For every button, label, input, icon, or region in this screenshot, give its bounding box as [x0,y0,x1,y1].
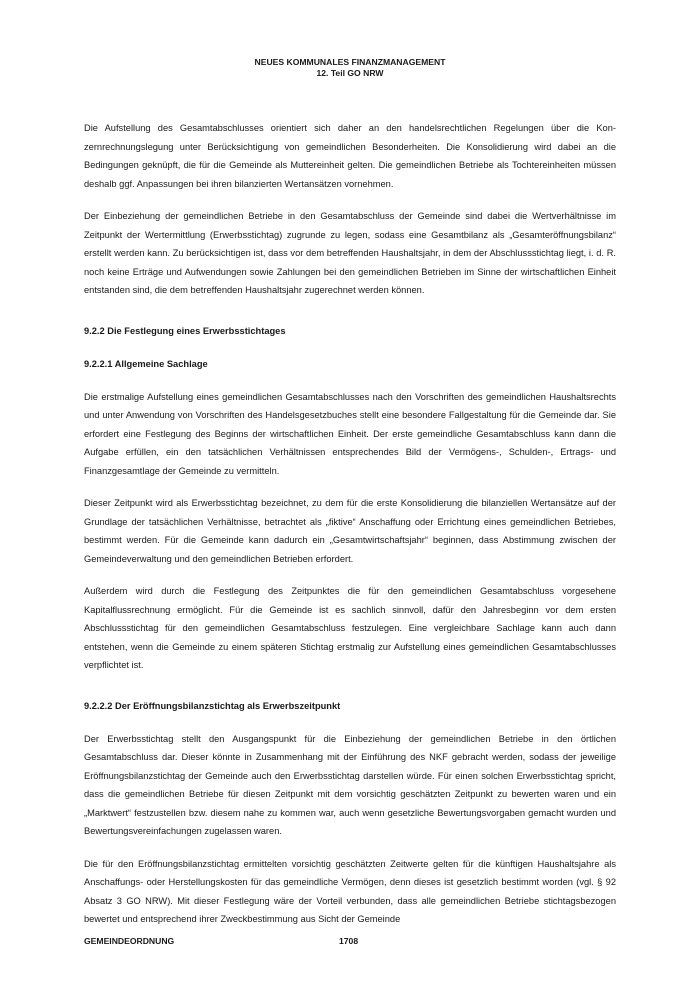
section-heading-9-2-2-2: 9.2.2.2 Der Eröffnungsbilanzstichtag als Erwerbszeitpunkt [84,700,341,711]
page-header [0,57,700,79]
paragraph-5: Außerdem wird durch die Festlegung des Zeitpunktes die für den gemeindlichen Gesamtabschluss vorgesehene Kapitalflussrechnung ermöglicht. Für die Gemeinde ist es sachlich sinnvoll, dafür den Jahresbeginn vor dem ersten Abschlussstichtag für den gemeindlichen Gesamtabschluss festzulegen. Eine vergleichbare Sachlage kann auch dann entstehen, wenn die Gemeinde zu einem späteren Stichtag erstmalig zur Aufstellung eines gemeindlichen Gesamtabschlusses verpflichtet ist. [84,586,616,670]
paragraph-1: Die Aufstellung des Gesamtabschlusses orientiert sich daher an den handelsrechtlichen Regelungen über die Konzernrechnungslegung unter Berücksichtigung von gemeindlichen Besonderheiten. Die Konsolidierung wird dabei an die Bedingungen geknüpft, die für die Gemeinde als Muttereinheit gelten. Die gemeindlichen Betriebe als Tochtereinheiten müssen deshalb ggf. Anpassungen bei ihren bilanzierten Wertansätzen vornehmen. [84,123,616,189]
paragraph-7: Die für den Eröffnungsbilanzstichtag ermittelten vorsichtig geschätzten Zeitwerte gelten für die künftigen Haushaltsjahre als Anschaffungs- oder Herstellungskosten für das gemeindliche Vermögen, denn dieses ist gesetzlich bestimmt worden (vgl. § 92 Absatz 3 GO NRW). Mit dieser Festlegung wäre der Vorteil verbunden, dass alle gemeindlichen Betriebe stichtagsbezogen bewertet und entsprechend ihrer Zweckbestimmung aus Sicht der Gemeinde [84,858,616,924]
footer-label: GEMEINDEORDNUNG [84,936,175,946]
paragraph-2: Der Einbeziehung der gemeindlichen Betriebe in den Gesamtabschluss der Gemeinde sind dabei die Wertverhältnisse im Zeitpunkt der Wertermittlung (Erwerbsstichtag) zugrunde zu legen, sodass eine Gesamtbilanz als „Gesamteröffnungsbilanz“ erstellt werden kann. Zu berücksichtigen ist, dass vor dem betreffenden Haushaltsjahr, in dem der Abschlussstichtag liegt, i. d. R. noch keine Erträge und Aufwendungen sowie Zahlungen bei den gemeindlichen Betrieben im Sinne der wirtschaftlichen Einheit entstanden sind, die dem betreffenden Haushaltsjahr zugerechnet werden können. [84,211,616,295]
paragraph-4: Dieser Zeitpunkt wird als Erwerbsstichtag bezeichnet, zu dem für die erste Konsolidierung die bilanziellen Wertansätze auf der Grundlage der tatsächlichen Verhältnisse, betrachtet als „fiktive“ Anschaffung oder Errichtung eines gemeindlichen Betriebes, bestimmt werden. Für die Gemeinde kann dadurch ein „Gesamtwirtschaftsjahr“ beginnen, dass Abstimmung zwischen der Gemeindeverwaltung und den gemeindlichen Betrieben erfordert. [84,498,616,564]
header-subtitle: 12. Teil GO NRW [316,68,384,78]
paragraph-3: Die erstmalige Aufstellung eines gemeindlichen Gesamtabschlusses nach den Vorschriften des gemeindlichen Haushaltsrechts und unter Anwendung von Vorschriften des Handelsgesetzbuches stellt eine besondere Fallgestaltung für die Gemeinde dar. Sie erfordert eine Festlegung des Beginns der wirtschaftlichen Einheit. Der erste gemeindliche Gesamtabschluss kann dann die Aufgabe erfüllen, ein den tatsächlichen Verhältnissen entsprechendes Bild der Vermögens-, Schulden-, Ertrags- und Finanzgesamtlage der Gemeinde zu vermitteln. [84,391,616,476]
header-title: NEUES KOMMUNALES FINANZMANAGEMENT [254,57,446,67]
section-heading-9-2-2-1: 9.2.2.1 Allgemeine Sachlage [84,358,208,369]
page-number: 1708 [339,936,359,946]
section-heading-9-2-2: 9.2.2 Die Festlegung eines Erwerbsstichtages [84,325,286,336]
paragraph-6: Der Erwerbsstichtag stellt den Ausgangspunkt für die Einbeziehung der gemeindlichen Betriebe in den örtlichen Gesamtabschluss dar. Dieser könnte in Zusammenhang mit der Einführung des NKF gebracht werden, sodass der jeweilige Eröffnungsbilanzstichtag der Gemeinde auch den Erwerbsstichtag darstellen würde. Für einen solchen Erwerbsstichtag spricht, dass die gemeindlichen Betriebe für diesen Zeitpunkt mit dem vorsichtig geschätzten Zeitpunkt zu bewerten waren und ein „Marktwert“ festzustellen bzw. diesem nahe zu kommen war, auch wenn gesetzliche Bewertungsvorgaben gemacht wurden und Bewertungsvereinfachungen zugelassen waren. [84,733,616,836]
page-body [84,119,616,943]
